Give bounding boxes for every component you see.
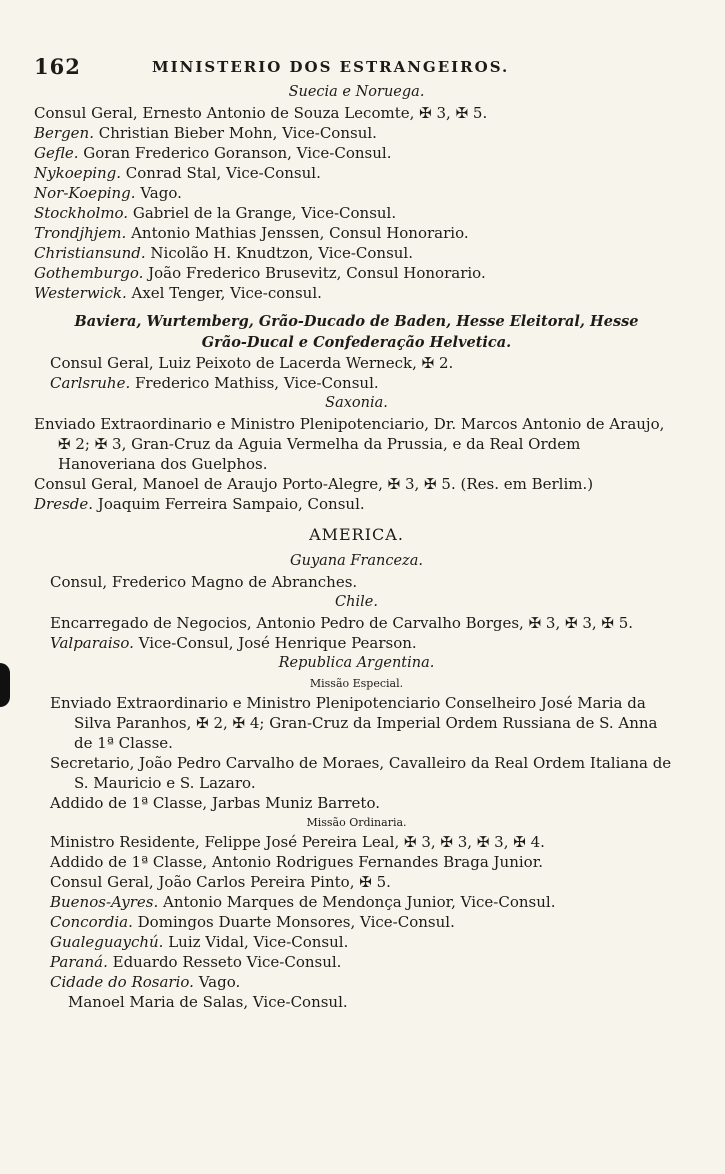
list-item: Nor-Koeping. Vago. [34,184,182,202]
list-item: Westerwick. Axel Tenger, Vice-consul. [34,284,322,302]
list-item: Consul Geral, João Carlos Pereira Pinto, ✠ 5. [50,873,391,891]
list-item: Cidade do Rosario. Vago. [50,973,241,991]
page-header [34,48,679,82]
list-item: Gothemburgo. João Frederico Brusevitz, Consul Honorario. [34,264,486,282]
list-item: Nykoeping. Conrad Stal, Vice-Consul. [34,164,321,182]
list-item: Ministro Residente, Felippe José Pereira Leal, ✠ 3, ✠ 3, ✠ 3, ✠ 4. [50,833,545,851]
section-heading-suecia: Suecia e Noruega. [288,84,425,100]
page-number: 162 [34,54,81,79]
list-item: Bergen. Christian Bieber Mohn, Vice-Consul. [34,124,377,142]
list-item: Enviado Extraordinario e Ministro Plenipotenciario, Dr. Marcos Antonio de Araujo, ✠ 2; ✠ 3, Gran-Cruz da Aguia Vermelha da Prussia, e da Real Ordem Hanoveriana dos Guelphos. [34,415,665,473]
section-baviera-entries [34,353,679,393]
section-heading-baviera: Baviera, Wurtemberg, Grão-Ducado de Baden, Hesse Eleitoral, Hesse Grão-Ducal e Confederação Helvetica. [74,313,639,351]
list-item: Concordia. Domingos Duarte Monsores, Vice-Consul. [50,913,455,931]
list-item: Paraná. Eduardo Resseto Vice-Consul. [50,953,342,971]
list-item: Trondjhjem. Antonio Mathias Jenssen, Consul Honorario. [34,224,469,242]
list-item: Buenos-Ayres. Antonio Marques de Mendonça Junior, Vice-Consul. [50,893,556,911]
list-item: Gualeguaychú. Luiz Vidal, Vice-Consul. [50,933,349,951]
section-suecia-entries [34,103,679,303]
subsection-heading-argentina: Republica Argentina. [278,655,435,671]
list-item: Addido de 1ª Classe, Antonio Rodrigues Fernandes Braga Junior. [50,853,544,871]
section-saxonia-entries [34,414,679,514]
document-page [34,48,679,1012]
list-item: Addido de 1ª Classe, Jarbas Muniz Barreto. [50,794,380,812]
subsection-heading-chile: Chile. [335,594,378,610]
page-edge-mark [0,663,10,707]
section-heading-america: AMERICA. [309,525,404,544]
list-item: Christiansund. Nicolão H. Knudtzon, Vice-Consul. [34,244,413,262]
list-item: Enviado Extraordinario e Ministro Plenipotenciario Conselheiro José Maria da Silva Paranhos, ✠ 2, ✠ 4; Gran-Cruz da Imperial Ordem Russiana de S. Anna de 1ª Classe. [50,694,658,752]
list-item: Encarregado de Negocios, Antonio Pedro de Carvalho Borges, ✠ 3, ✠ 3, ✠ 5. [50,614,634,632]
section-heading-saxonia: Saxonia. [325,395,388,411]
list-item-continuation: Manoel Maria de Salas, Vice-Consul. [68,993,348,1011]
list-item: Carlsruhe. Frederico Mathiss, Vice-Consul. [50,374,379,392]
subsection-heading-ordinary-mission: Missão Ordinaria. [306,816,407,829]
list-item: Gefle. Goran Frederico Goranson, Vice-Consul. [34,144,392,162]
list-item: Dresde. Joaquim Ferreira Sampaio, Consul. [34,495,365,513]
argentina-ordinary-entries [34,832,679,1012]
list-item: Consul, Frederico Magno de Abranches. [50,573,358,591]
list-item: Consul Geral, Manoel de Araujo Porto-Alegre, ✠ 3, ✠ 5. (Res. em Berlim.) [34,475,594,493]
list-item: Valparaiso. Vice-Consul, José Henrique Pearson. [50,634,417,652]
subsection-heading-special-mission: Missão Especial. [309,677,404,690]
running-head: MINISTERIO DOS ESTRANGEIROS. [152,58,510,76]
list-item: Consul Geral, Ernesto Antonio de Souza Lecomte, ✠ 3, ✠ 5. [34,104,488,122]
list-item: Secretario, João Pedro Carvalho de Moraes, Cavalleiro da Real Ordem Italiana de S. Mauricio e S. Lazaro. [50,754,672,792]
subsection-heading-guyana: Guyana Franceza. [290,553,423,569]
argentina-special-entries [34,693,679,813]
list-item: Stockholmo. Gabriel de la Grange, Vice-Consul. [34,204,397,222]
list-item: Consul Geral, Luiz Peixoto de Lacerda Werneck, ✠ 2. [50,354,454,372]
